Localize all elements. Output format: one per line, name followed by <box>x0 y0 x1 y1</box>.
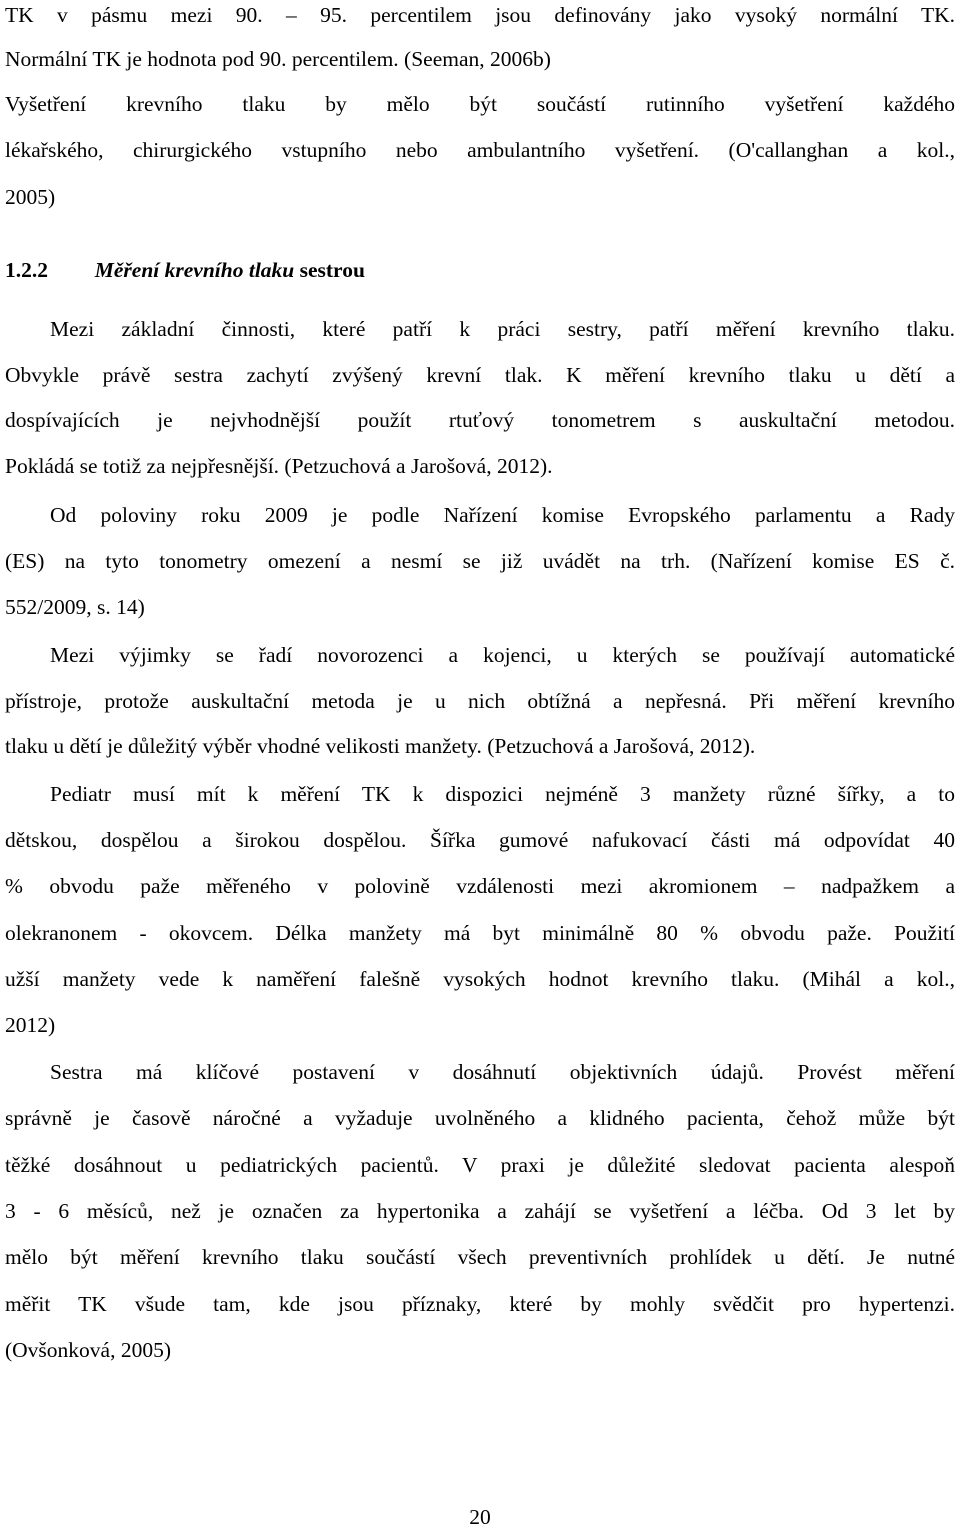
text-line: těžké dosáhnout u pediatrických pacientů. V praxi je důležité sledovat pacienta alespoň <box>5 1153 955 1177</box>
text-line: lékařského, chirurgického vstupního nebo ambulantního vyšetření. (O'callanghan a kol., <box>5 138 955 162</box>
text-line: Mezi výjimky se řadí novorozenci a kojenci, u kterých se používají automatické <box>50 643 955 667</box>
text-line: užší manžety vede k naměření falešně vysokých hodnot krevního tlaku. (Mihál a kol., <box>5 967 955 991</box>
text-line: měřit TK všude tam, kde jsou příznaky, které by mohly svědčit pro hypertenzi. <box>5 1292 955 1316</box>
text-line: Pokládá se totiž za nejpřesnější. (Petzuchová a Jarošová, 2012). <box>5 454 553 478</box>
text-line: % obvodu paže měřeného v polovině vzdálenosti mezi akromionem – nadpažkem a <box>5 874 955 898</box>
text-line: (ES) na tyto tonometry omezení a nesmí se již uvádět na trh. (Nařízení komise ES č. <box>5 549 955 573</box>
text-line: Sestra má klíčové postavení v dosáhnutí objektivních údajů. Provést měření <box>50 1060 955 1084</box>
section-heading <box>5 255 365 285</box>
text-line: dětskou, dospělou a širokou dospělou. Šířka gumové nafukovací části má odpovídat 40 <box>5 828 955 852</box>
text-line: 2005) <box>5 185 56 209</box>
section-title-rest: sestrou <box>294 258 365 282</box>
text-line: 3 - 6 měsíců, než je označen za hypertonika a zahájí se vyšetření a léčba. Od 3 let by <box>5 1199 955 1223</box>
page-number: 20 <box>469 1505 491 1529</box>
text-line: Pediatr musí mít k měření TK k dispozici nejméně 3 manžety různé šířky, a to <box>50 782 955 806</box>
text-line: přístroje, protože auskultační metoda je u nich obtížná a nepřesná. Při měření krevního <box>5 689 955 713</box>
text-line: 552/2009, s. 14) <box>5 595 145 619</box>
text-line: Obvykle právě sestra zachytí zvýšený krevní tlak. K měření krevního tlaku u dětí a <box>5 363 955 387</box>
text-line: 2012) <box>5 1013 56 1037</box>
text-line: olekranonem - okovcem. Délka manžety má byt minimálně 80 % obvodu paže. Použití <box>5 921 955 945</box>
text-line: Mezi základní činnosti, které patří k práci sestry, patří měření krevního tlaku. <box>50 317 955 341</box>
text-line: TK v pásmu mezi 90. – 95. percentilem jsou definovány jako vysoký normální TK. <box>5 3 955 27</box>
text-line: Od poloviny roku 2009 je podle Nařízení komise Evropského parlamentu a Rady <box>50 503 955 527</box>
section-title-italic: Měření krevního tlaku <box>94 258 295 282</box>
text-line: Vyšetření krevního tlaku by mělo být součástí rutinního vyšetření každého <box>5 92 955 116</box>
text-line: mělo být měření krevního tlaku součástí všech preventivních prohlídek u dětí. Je nutné <box>5 1245 955 1269</box>
text-line: správně je časově náročné a vyžaduje uvolněného a klidného pacienta, čehož může být <box>5 1106 955 1130</box>
text-line: tlaku u dětí je důležitý výběr vhodné velikosti manžety. (Petzuchová a Jarošová, 2012). <box>5 734 756 758</box>
text-line: Normální TK je hodnota pod 90. percentilem. (Seeman, 2006b) <box>5 47 551 71</box>
section-number: 1.2.2 <box>5 258 48 282</box>
text-line: (Ovšonková, 2005) <box>5 1338 172 1362</box>
text-line: dospívajících je nejvhodnější použít rtuťový tonometrem s auskultační metodou. <box>5 408 955 432</box>
